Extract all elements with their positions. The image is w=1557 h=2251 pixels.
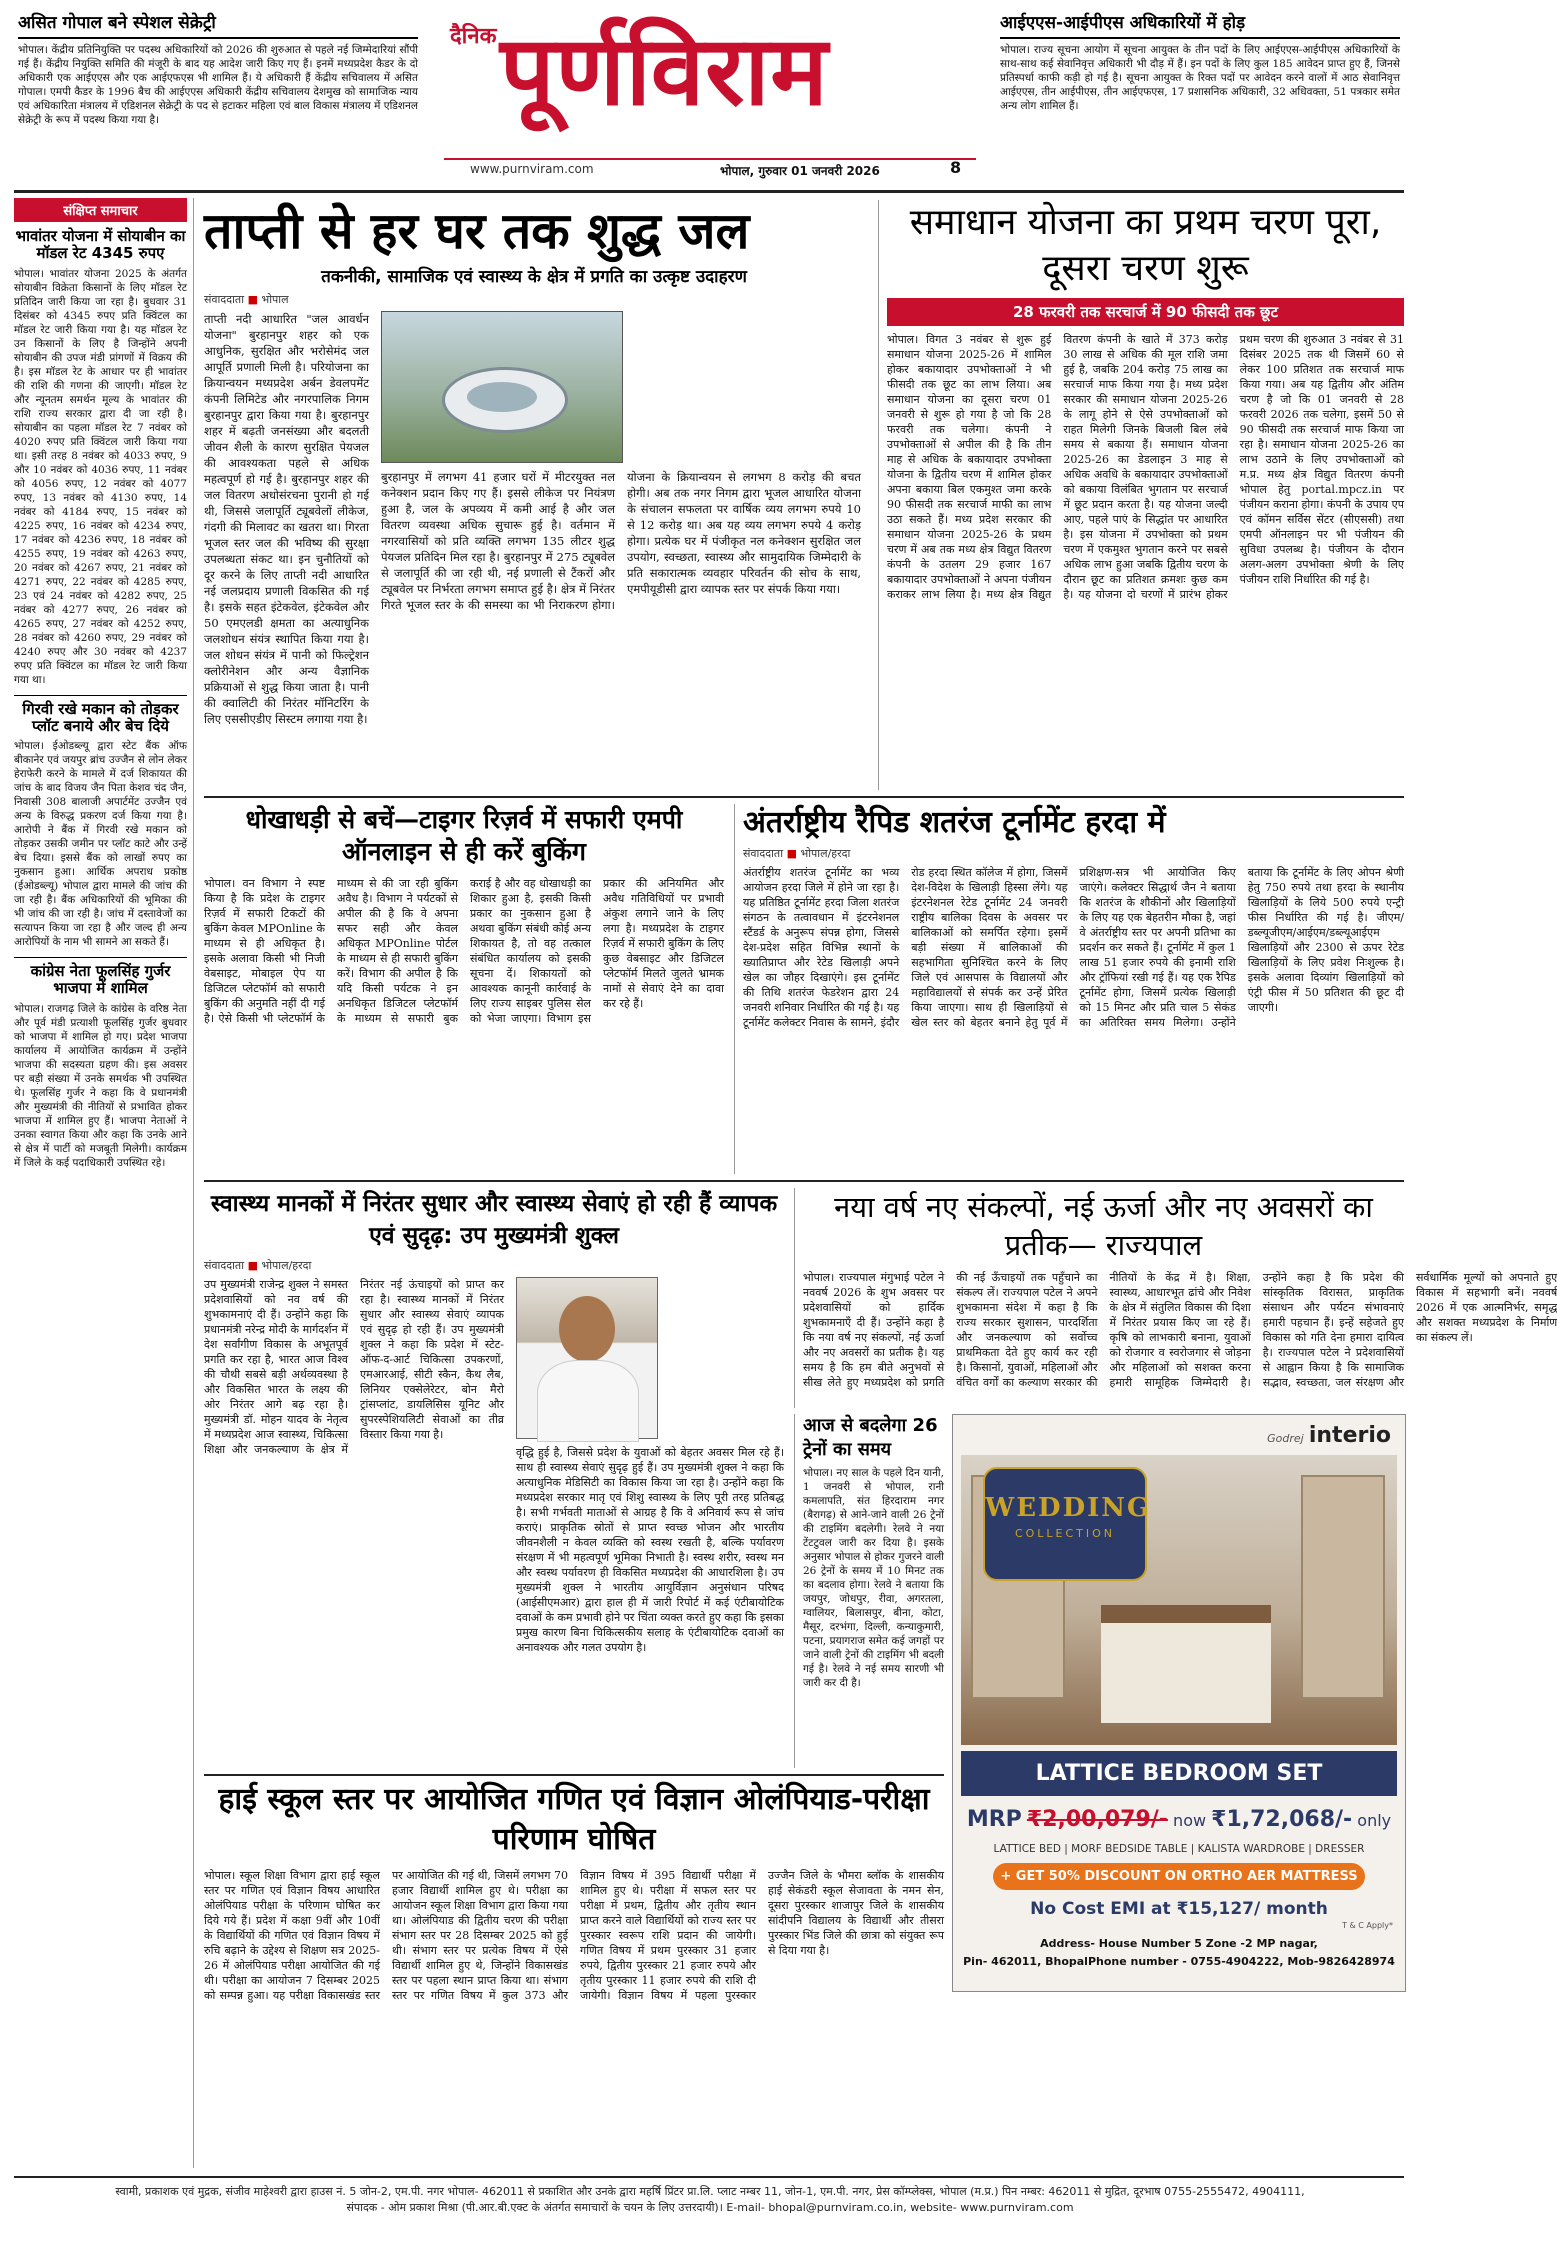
story-text-left: ताप्ती नदी आधारित "जल आवर्धन योजना" बुरहानपुर शहर को एक आधुनिक, सुरक्षित और भरोसेमंद जल आपूर्ति प्रणाली मिली है। परियोजना का क्रियान्वयन मध्यप्रदेश अर्बन डेवलपमेंट कंपनी लिमिटेड और नगरपालिक निगम बुरहानपुर द्वारा किया गया है। बुरहानपुर शहर में बढ़ती जनसंख्या और बदलती जीवन शैली के कारण सुरक्षित पेयजल की आवश्यकता पहले से अधिक महत्वपूर्ण हो गई है। बुरहानपुर शहर की जल वितरण अधोसंरचना पुरानी हो गई थी, जिससे जलापूर्ति ट्यूबवेलों लीकेज, गंदगी की मिलावट का खतरा था। गिरता भूजल स्तर जल की भविष्य की सुरक्षा उपलब्धता संकट था। इन चुनौतियों को दूर करने के लिए ताप्ती नदी आधारित नई जलप्रदाय प्रणाली विकसित की गई है। इसके सहत इंटेकवेल, इंटेकवेल और 50 एमएलडी क्षमता का अत्याधुनिक जलशोधन संयंत्र स्थापित किया गया है। जल शोधन संयंत्र में पानी को फिल्ट्रेशन क्लोरीनेशन और अन्य वैज्ञानिक प्रक्रियाओं से शुद्ध किया जाता है। पानी की क्वालिटी की निरंतर मॉनिटरिंग के लिए एससीएडीए सिस्टम लगाया गया है। — [204, 311, 369, 726]
story-text-right: वृद्धि हुई है, जिससे प्रदेश के युवाओं को बेहतर अवसर मिल रहे हैं। साथ ही स्वास्थ्य सेवाएं सुदृढ़ हुई हैं। उप मुख्यमंत्री शुक्ल ने कहा कि अत्याधुनिक मेडिसिटी का विकास किया जा रहा है। उन्होंने कहा कि मध्यप्रदेश सरकार मातृ एवं शिशु स्वास्थ्य के लिए पूरी तरह प्रतिबद्ध है। सभी गर्भवती माताओं से आग्रह है कि वे अनिवार्य रूप से जांच कराएं। प्राकृतिक स्रोतों से प्राप्त स्वच्छ भोजन और भारतीय जीवनशैली न केवल व्यक्ति को स्वस्थ रखती है, बल्कि पर्यावरण संरक्षण में भी महत्वपूर्ण भूमिका निभाती है। स्वस्थ शरीर, स्वस्थ मन और स्वस्थ पर्यावरण ही विकसित मध्यप्रदेश की आधारशिला है। उप मुख्यमंत्री शुक्ल ने भारतीय आयुर्विज्ञान अनुसंधान परिषद (आईसीएमआर) द्वारा हाल ही में जारी रिपोर्ट में कई एंटीबायोटिक दवाओं के कम प्रभावी होने पर चिंता व्यक्त करते हुए कहा कि इसका प्रमुख कारण बिना चिकित्सकीय सलाह के एंटीबायोटिक दवाओं का अनावश्यक और गलत उपयोग है। — [516, 1446, 784, 1654]
byline: संवाददाता ■ भोपाल/हरदा — [743, 847, 851, 860]
page-number: 8 — [950, 158, 962, 177]
ad-price-line — [961, 1807, 1397, 1832]
story-headline: नया वर्ष नए संकल्पों, नई ऊर्जा और नए अवसरों का प्रतीक— राज्यपाल — [834, 1190, 1373, 1262]
sidebar-headline-3: कांग्रेस नेता फूलसिंह गुर्जर भाजपा में शामिल — [14, 957, 187, 998]
ad-terms: T & C Apply* — [1342, 1921, 1393, 1930]
masthead-right-brief — [1000, 14, 1400, 184]
masthead-brand — [440, 10, 980, 180]
bed-shape — [1101, 1605, 1271, 1723]
ad-emi: No Cost EMI at ₹15,127/ month — [1030, 1899, 1328, 1919]
wedding-subtitle: COLLECTION — [1014, 1527, 1116, 1540]
sidebar — [14, 198, 194, 2168]
footer-rule — [14, 2176, 1404, 2178]
dateline: भोपाल, गुरुवार 01 जनवरी 2026 — [720, 164, 880, 178]
old-price: ₹2,00,079/- — [1026, 1807, 1168, 1832]
brand-logo: पूर्णविराम — [500, 15, 829, 127]
story-text: भोपाल। वन विभाग ने स्पष्ट किया है कि प्रदेश के टाइगर रिज़र्व में सफारी टिकटों की बुकिंग केवल MPOnline के माध्यम से ही अधिकृत है। इसके अलावा किसी भी निजी वेबसाइट, मोबाइल ऐप या डिजिटल प्लेटफॉर्म को सफारी बुकिंग की अनुमति नहीं दी गई है। ऐसे किसी भी प्लेटफॉर्म के माध्यम से की जा रही बुकिंग अवैध है। विभाग ने पर्यटकों से अपील की है कि वे अपना सफर सही और केवल अधिकृत MPOnline पोर्टल के माध्यम से ही सफारी बुकिंग करें। विभाग की अपील है कि यदि किसी पर्यटक ने इन अनधिकृत डिजिटल प्लेटफॉर्म के माध्यम से सफारी बुक कराई है और वह धोखाधड़ी का शिकार हुआ है, इसकी किसी प्रकार का नुकसान हुआ है अथवा बुकिंग संबंधी कोई अन्य शिकायत है, तो वह तत्काल संबंधित कार्यालय को इसकी सूचना दें। शिकायतों को आवश्यक कानूनी कार्रवाई के लिए राज्य साइबर पुलिस सेल को भेजा जाएगा। विभाग इस प्रकार की अनियमित और अवैध गतिविधियों पर प्रभावी अंकुश लगाने जाने के लिए लगा है। मध्यप्रदेश के टाइगर रिज़र्व में सफारी बुकिंग के लिए कुछ वेबसाइट और डिजिटल प्लेटफॉर्म मिलते जुलते भ्रामक नामों से सेवाएं देने का दावा कर रहे हैं। — [204, 877, 724, 1025]
ad-address: Address- House Number 5 Zone -2 MP nagar, — [1040, 1937, 1318, 1950]
imprint-line-1: स्वामी, प्रकाशक एवं मुद्रक, संजीव माहेश्वरी द्वारा हाउस नं. 5 जोन-2, एम.पी. नगर भोपाल- 462011 से प्रकाशित और उनके द्वारा महर्षि प्रिंटर प्रा.लि. प्लाट नम्बर 11, जोन-1, एम.पी. नगर, प्रेस कॉम्प्लेक्स, भोपाल (म.प्र.) पिन नम्बर: 462011 से मुद्रित, दूरभाष 0755-2555472, 4904111, — [115, 2185, 1305, 2198]
sidebar-text-2: भोपाल। ईओडब्ल्यू द्वारा स्टेट बैंक ऑफ बीकानेर एवं जयपुर ब्रांच उज्जैन से लोन लेकर हेराफेरी करने के मामले में दर्ज शिकायत की जांच के बाद विजय जैन पिता केशव चंद जैन, निवासी 308 बालाजी अपार्टमेंट उज्जैन एवं अन्य के विरुद्ध प्रकरण दर्ज किया गया है। आरोपी ने बैंक में गिरवी रखे मकान को तोड़कर उसकी जमीन पर प्लॉट काटे और उन्हें बेच दिया। इससे बैंक को लाखों रुपए का नुकसान हुआ। आर्थिक अपराध प्रकोष्ठ (ईओडब्ल्यू) भोपाल द्वारा मामले की जांच की जा रही है। बैंक अधिकारियों की भूमिका की भी जांच की जा रही है। जांच में दस्तावेजों का सत्यापन किया जा रहा है और जल्द ही अन्य आरोपियों के नाम भी सामने आ सकते हैं। — [14, 740, 187, 948]
water-plant-photo — [381, 311, 623, 463]
story-subhead: तकनीकी, सामाजिक एवं स्वास्थ्य के क्षेत्र में प्रगति का उत्कृष्ट उदाहरण — [321, 267, 747, 287]
byline: संवाददाता ■ भोपाल — [204, 292, 289, 306]
sidebar-text-1: भोपाल। भावांतर योजना 2025 के अंतर्गत सोयाबीन विक्रेता किसानों के लिए मॉडल रेट प्रतिदिन जारी किया जा रहा है। बुधवार 31 दिसंबर को 4345 रुपए प्रति क्विंटल का मॉडल रेट जारी किया गया है। यह मॉडल रेट उन किसानों के लिए है जिन्होंने अपनी सोयाबीन की उपज मंडी प्रांगणों में विक्रय की है। इस मॉडल रेट के आधार पर ही भावांतर की राशि की गणना की जाएगी। मॉडल रेट और न्यूनतम समर्थन मूल्य के भावांतर की राशि राज्य सरकार द्वारा दी जा रही है। सोयाबीन का पहला मॉडल रेट 7 नवंबर को 4020 रुपए प्रति क्विंटल जारी किया गया था। इसी तरह 8 नवंबर को 4033 रुपए, 9 और 10 नवंबर को 4036 रुपए, 11 नवंबर को 4056 रुपए, 12 नवंबर को 4077 रुपए, 13 नवंबर को 4130 रुपए, 14 नवंबर को 4184 रुपए, 15 नवंबर को 4225 रुपए, 16 नवंबर को 4234 रुपए, 17 नवंबर को 4236 रुपए, 18 नवंबर को 4255 रुपए, 19 नवंबर को 4263 रुपए, 20 नवंबर को 4267 रुपए, 21 नवंबर को 4271 रुपए, 22 नवंबर को 4285 रुपए, 23 एवं 24 नवंबर को 4282 रुपए, 25 नवंबर को 4277 रुपए, 26 नवंबर को 4265 रुपए, 27 नवंबर को 4252 रुपए, 28 नवंबर को 4260 रुपए, 29 नवंबर को 4240 रुपए और 30 नवंबर को 4237 रुपए प्रति क्विंटल का मॉडल रेट जारी किया गया था। — [14, 267, 187, 686]
section-rule — [204, 796, 1404, 798]
story-chess — [734, 804, 1404, 1174]
section-rule — [204, 1180, 1404, 1182]
byline-place: भोपाल — [261, 292, 289, 306]
masthead-left-brief — [18, 14, 418, 184]
brief-text: भोपाल। केंद्रीय प्रतिनियुक्ति पर पदस्थ अधिकारियों को 2026 की शुरुआत से पहले नई जिम्मेदारियां सौंपी गई हैं। केंद्रीय नियुक्ति समिति की मंजूरी के बाद यह आदेश जारी किए गए हैं। इनमें मध्यप्रदेश कैडर के दो अधिकारी एक आईएएस और एक आईएफएस भी शामिल हैं। ये अधिकारी हैं केंद्रीय सचिवालय में असित गोपाल। एमपी कैडर के 1996 बैच की आईएएस अधिकारी केंद्रीय सचिवालय देशमुख को सामाजिक न्याय एवं अधिकारिता मंत्रालय में एडिशनल सेक्रेट्री के पद से हटाकर महिला एवं बाल विकास मंत्रालय में एडिशनल सेक्रेट्री के रूप में पदस्थ किया गया है। — [18, 43, 418, 126]
story-olympiad — [204, 1780, 944, 2170]
byline-reporter: संवाददाता — [204, 1259, 245, 1272]
story-trains — [794, 1414, 944, 1768]
story-headline: धोखाधड़ी से बचें—टाइगर रिज़र्व में सफारी एमपी ऑनलाइन से ही करें बुकिंग — [245, 805, 683, 866]
brief-text: भोपाल। राज्य सूचना आयोग में सूचना आयुक्त के तीन पदों के लिए आईएएस-आईपीएस अधिकारियों के साथ-साथ कई सेवानिवृत्त अधिकारी भी दौड़ में हैं। इन पदों के लिए कुल 185 आवेदन प्राप्त हुए हैं, जिनसे प्रतिस्पर्धा काफी कड़ी हो गई है। सूचना आयुक्त के रिक्त पदों पर आवेदन करने वालों में आठ सेवानिवृत्त आईएएस, तीन आईपीएस, तीन आईएफएस, 17 प्रशासनिक अधिकारी, 32 अधिवक्ता, 51 पत्रकार समेत अन्य लोग शामिल हैं। — [1000, 43, 1400, 112]
ad-items: LATTICE BED | MORF BEDSIDE TABLE | KALISTA WARDROBE | DRESSER — [993, 1843, 1365, 1855]
imprint-line-2: संपादक - ओम प्रकाश मिश्रा (पी.आर.बी.एक्ट के अंतर्गत समाचारों के चयन के लिए उत्तरदायी)। E-mail- bhopal@purnviram.co.in, website- www.purnviram.com — [346, 2201, 1074, 2214]
deputy-cm-photo — [516, 1277, 658, 1439]
byline-reporter: संवाददाता — [743, 847, 784, 860]
ad-product: LATTICE BEDROOM SET — [961, 1751, 1397, 1796]
wedding-title: WEDDING — [985, 1493, 1152, 1523]
byline: संवाददाता ■ भोपाल/हरदा — [204, 1259, 312, 1272]
only-label: only — [1357, 1811, 1392, 1830]
byline-reporter: संवाददाता — [204, 292, 245, 306]
wardrobe-shape — [1301, 1475, 1385, 1699]
byline-place: भोपाल/हरदा — [261, 1259, 312, 1272]
ad-brand-name: interio — [1308, 1423, 1391, 1448]
story-text: भोपाल। राज्यपाल मंगुभाई पटेल ने नववर्ष 2026 के शुभ अवसर पर प्रदेशवासियों को हार्दिक शुभकामनाएँ दी हैं। उन्होंने कहा है कि नया वर्ष नए संकल्पों, नई ऊर्जा और नए अवसरों का प्रतीक है। यह समय है कि हम बीते अनुभवों से सीख लेते हुए मध्यप्रदेश को प्रगति की नई ऊँचाइयों तक पहुँचाने का संकल्प लें। राज्यपाल पटेल ने अपने शुभकामना संदेश में कहा है कि राज्य सरकार सुशासन, पारदर्शिता और जनकल्याण को सर्वोच्च प्राथमिकता देते हुए कार्य कर रही है। किसानों, युवाओं, महिलाओं और वंचित वर्गों का कल्याण सरकार की नीतियों के केंद्र में है। शिक्षा, स्वास्थ्य, आधारभूत ढांचे और निवेश के क्षेत्र में संतुलित विकास की दिशा में निरंतर प्रयास किए जा रहे हैं। कृषि को लाभकारी बनाना, युवाओं को रोजगार व स्वरोजगार से जोड़ना और महिलाओं को सशक्त करना हमारी सामूहिक जिम्मेदारी है। उन्होंने कहा है कि प्रदेश की सांस्कृतिक विरासत, प्राकृतिक संसाधन और पर्यटन संभावनाएं हमारी पहचान हैं। इन्हें सहेजते हुए विकास को गति देना हमारा दायित्व है। राज्यपाल पटेल ने प्रदेशवासियों से आह्वान किया है कि सामाजिक सद्भाव, स्वच्छता, जल संरक्षण और सर्वधार्मिक मूल्यों को अपनाते हुए विकास में सहभागी बनें। नववर्ष 2026 में एक आत्मनिर्भर, समृद्ध और सशक्त मध्यप्रदेश के निर्माण का संकल्प लें। — [803, 1271, 1557, 1389]
story-headline: ताप्ती से हर घर तक शुद्ध जल — [204, 202, 750, 260]
brief-headline: आईएएस-आईपीएस अधिकारियों में होड़ — [1000, 14, 1400, 39]
masthead-rule — [14, 190, 1404, 193]
section-rule — [204, 1774, 944, 1776]
story-strap: 28 फरवरी तक सरचार्ज में 90 फीसदी तक छूट — [887, 298, 1404, 326]
sidebar-label: संक्षिप्त समाचार — [14, 198, 187, 222]
ad-offer[interactable]: + GET 50% DISCOUNT ON ORTHO AER MATTRESS — [993, 1863, 1365, 1890]
sidebar-text-3: भोपाल। राजगढ़ जिले के कांग्रेस के वरिष्ठ नेता और पूर्व मंडी प्रत्याशी फूलसिंह गुर्जर बुधवार को भाजपा में शामिल हो गए। प्रदेश भाजपा कार्यालय में आयोजित कार्यक्रम में उन्होंने भाजपा की सदस्यता ग्रहण की। इस अवसर पर बड़ी संख्या में उनके समर्थक भी उपस्थित थे। फूलसिंह गुर्जर ने कहा कि वे प्रधानमंत्री और मुख्यमंत्री की नीतियों से प्रभावित होकर भाजपा में शामिल हुए हैं। भाजपा नेताओं ने उनका स्वागत किया और कहा कि उनके आने से क्षेत्र में पार्टी को मजबूती मिलेगी। कार्यक्रम में जिले के कई पदाधिकारी उपस्थित रहे। — [14, 1002, 187, 1169]
story-text: भोपाल। स्कूल शिक्षा विभाग द्वारा हाई स्कूल स्तर पर गणित एवं विज्ञान विषय आधारित ओलंपियाड परीक्षा के परिणाम घोषित कर दिये गये हैं। प्रदेश में कक्षा 9वीं और 10वीं के विद्यार्थियों की गणित एवं विज्ञान विषय में रुचि बढ़ाने के उद्देश्य से शिक्षण सत्र 2025-26 में ओलंपियाड परीक्षा आयोजित की गई थी। परीक्षा का आयोजन 7 दिसम्बर 2025 को सम्पन्न हुआ। यह परीक्षा विकासखंड स्तर पर आयोजित की गई थी, जिसमें लगभग 70 हजार विद्यार्थी शामिल हुए थे। परीक्षा का आयोजन स्कूल शिक्षा विभाग द्वारा किया गया था। ओलंपियाड की द्वितीय चरण की परीक्षा संभाग स्तर पर 28 दिसम्बर 2025 को हुई थी। संभाग स्तर पर प्रत्येक विषय में ऐसे विद्यार्थी शामिल हुए थे, जिन्होंने विकासखंड स्तर पर पहला स्थान प्राप्त किया था। संभाग स्तर पर गणित विषय में कुल 373 और विज्ञान विषय में 395 विद्यार्थी परीक्षा में शामिल हुए थे। परीक्षा में सफल स्तर पर परीक्षा में प्रथम, द्वितीय और तृतीय स्थान प्राप्त करने वाले विद्यार्थियों को राज्य स्तर पर पुरस्कार स्वरूप राशि प्रदान की जायेगी। गणित विषय में प्रथम पुरस्कार 31 हजार रुपये, द्वितीय पुरस्कार 21 हजार रुपये और तृतीय पुरस्कार 11 हजार रुपये की राशि दी जायेगी। विज्ञान विषय में पहला पुरस्कार उज्जैन जिले के भौमरा ब्लॉक के शासकीय हाई सेकंडरी स्कूल सेजावता के नमन सेन, दूसरा पुरस्कार शाजापुर जिले के शासकीय सांदीपनि विद्यालय के विद्यार्थी और तीसरा पुरस्कार भिंड जिले की छात्रा को संयुक्त रूप से दिया गया है। — [204, 1869, 944, 2002]
story-text: अंतर्राष्ट्रीय शतरंज टूर्नामेंट का भव्य आयोजन हरदा जिले में होने जा रहा है। यह प्रतिष्ठित टूर्नामेंट हरदा जिला शतरंज संगठन के तत्वावधान में इंटरनेशनल स्टैंडर्ड के अनुरूप संपन्न होगा, जिससे देश-प्रदेश सहित विभिन्न स्थानों के ख्यातिप्राप्त और रेटेड खिलाड़ी अपने खेल का जौहर दिखाएंगे। इस टूर्नामेंट की तिथि शतरंज फेडरेशन द्वारा 24 जनवरी शनिवार निर्धारित की गई है। यह टूर्नामेंट कलेक्टर निवास के सामने, इंदौर रोड हरदा स्थित कॉलेज में होगा, जिसमें देश-विदेश के खिलाड़ी हिस्सा लेंगे। यह इंटरनेशनल रेटेड टूर्नामेंट 24 जनवरी राष्ट्रीय बालिका दिवस के अवसर पर बालिकाओं को समर्पित रहेगा। इसमें बड़ी संख्या में बालिकाओं की सहभागिता सुनिश्चित करने के लिए जिले एवं आसपास के विद्यालयों और महाविद्यालयों से संपर्क कर उन्हें प्रेरित किया जाएगा। साथ ही खिलाड़ियों से खेल स्तर को बेहतर बनाने हेतु पूर्व में प्रशिक्षण-सत्र भी आयोजित किए जाएंगे। कलेक्टर सिद्धार्थ जैन ने बताया कि शतरंज के शौकीनों और खिलाड़ियों के लिए यह एक बेहतरीन मौका है, जहां वे अंतर्राष्ट्रीय स्तर पर अपनी प्रतिभा का प्रदर्शन कर सकते हैं। टूर्नामेंट में कुल 1 लाख 51 हजार रुपये की इनामी राशि और ट्रॉफियां रखी गई हैं। यह एक रैपिड टूर्नामेंट होगा, जिसमें प्रत्येक खिलाड़ी को 15 मिनट और प्रति चाल 5 सेकंड का अतिरिक्त समय मिलेगा। उन्होंने बताया कि टूर्नामेंट के लिए ओपन श्रेणी हेतु 750 रुपये तथा हरदा के स्थानीय खिलाड़ियों के लिये 500 रुपये एन्ट्री फीस निर्धारित की गई है। जीएम/डब्ल्यूजीएम/आईएम/डब्ल्यूआईएम खिलाड़ियों और 2300 से ऊपर रेटेड खिलाड़ियों के लिए प्रवेश निःशुल्क है। इसके अलावा दिव्यांग खिलाड़ियों को एंट्री फीस में 50 प्रतिशत की छूट दी जाएगी। — [743, 866, 1404, 1029]
story-governor — [794, 1188, 1557, 1408]
ad-brand — [1267, 1423, 1391, 1448]
brand-rule — [444, 158, 976, 160]
byline-place: भोपाल/हरदा — [800, 847, 851, 860]
imprint-footer — [20, 2184, 1400, 2216]
story-headline: अंतर्राष्ट्रीय रैपिड शतरंज टूर्नामेंट हरदा में — [743, 805, 1166, 840]
story-headline: समाधान योजना का प्रथम चरण पूरा, दूसरा चरण शुरू — [909, 202, 1382, 289]
story-text: भोपाल। नए साल के पहले दिन यानी, 1 जनवरी से भोपाल, रानी कमलापति, संत हिरदाराम नगर (बैरागढ़) से आने-जाने वाली 26 ट्रेनों की टाइमिंग बदलेगी। रेलवे ने नया टेंटटुवल जारी कर दिया है। इसके अनुसार भोपाल से होकर गुजरने वाली 26 ट्रेनों के समय में 10 मिनट तक का बदलाव होगा। रेलवे ने बताया कि जयपुर, जोधपुर, रीवा, अगरतला, ग्वालियर, बिलासपुर, बीना, कोटा, मैसूर, दरभंगा, दिल्ली, कन्याकुमारी, पटना, प्रयागराज समेत कई जगहों पर जाने वाली ट्रेनों की टाइमिंग भी बदली गई है। रेलवे ने नई समय सारणी भी जारी कर दी है। — [803, 1467, 944, 1689]
story-headline: हाई स्कूल स्तर पर आयोजित गणित एवं विज्ञान ओलंपियाड-परीक्षा परिणाम घोषित — [218, 1782, 930, 1857]
ad-contact: Pin- 462011, BhopalPhone number - 0755-4904222, Mob-9826428974 — [963, 1955, 1395, 1968]
brand-prefix: दैनिक — [450, 24, 497, 49]
ad-brand-prefix: Godrej — [1267, 1432, 1304, 1445]
now-label: now — [1173, 1811, 1207, 1830]
story-headline: स्वास्थ्य मानकों में निरंतर सुधार और स्वास्थ्य सेवाएं हो रही हैं व्यापक एवं सुदृढ़: उप मुख्यमंत्री शुक्ल — [210, 1191, 778, 1249]
new-price: ₹1,72,068/- — [1211, 1807, 1353, 1832]
story-text: भोपाल। विगत 3 नवंबर से शुरू हुई समाधान योजना 2025-26 में शामिल होकर बकायादार उपभोक्ताओं ने भी फीसदी तक छूट का लाभ लिया। अब समाधान योजना का दूसरा चरण 01 जनवरी से शुरू हो गया है जो कि 28 फरवरी तक चलेगा। कंपनी ने उपभोक्ताओं से अपील की है कि तीन माह से अधिक के बकायादार उपभोक्ता योजना के द्वितीय चरण में शामिल होकर अपना बकाया बिल एकमुश्त जमा करके 90 फीसदी तक सरचार्ज माफी का लाभ उठा सकते हैं। मध्य प्रदेश सरकार की समाधान योजना 2025-26 के प्रथम चरण में अब तक मध्य क्षेत्र विद्युत वितरण कंपनी के उतलग 29 हजार 167 बकायादार उपभोक्ताओं ने अपना पंजीयन कराकर लाभ लिया है। मध्य क्षेत्र विद्युत वितरण कंपनी के खाते में 373 करोड़ 30 लाख से अधिक की मूल राशि जमा हुई है, जबकि 204 करोड़ 75 लाख का सरचार्ज माफ किया गया है। मध्य प्रदेश सरकार की समाधान योजना 2025-26 के लागू होने से ऐसे उपभोक्ताओं को राहत मिलेगी जिनके बिजली बिल लंबे समय से बकाया हैं। समाधान योजना 2025-26 का डेडलाइन 3 माह से अधिक अवधि के बकायादार उपभोक्ताओं को बकाया विलंबित भुगतान पर सरचार्ज में छूट प्रदान करता है। यह योजना जल्दी आए, पहले पाएं के सिद्धांत पर आधारित है। इस योजना में उपभोक्ता को प्रथम चरण में एकमुश्त भुगतान करने पर सबसे अधिक लाभ हुआ जबकि द्वितीय चरण के दौरान छूट का प्रतिशत क्रमशः कुछ कम है। यह योजना दो चरणों में प्रारंभ होकर प्रथम चरण की शुरुआत 3 नवंबर से 31 दिसंबर 2025 तक थी जिसमें 60 से लेकर 100 प्रतिशत तक सरचार्ज माफ किया गया। अब यह द्वितीय और अंतिम चरण है जो कि 01 जनवरी से 28 फरवरी 2026 तक चलेगा, इसमें 50 से 90 फीसदी तक सरचार्ज माफ किया जा रहा है। समाधान योजना 2025-26 का लाभ उठाने के लिए उपभोक्ताओं को म.प्र. मध्य क्षेत्र विद्युत वितरण कंपनी भोपाल हेतु portal.mpcz.in पर पंजीयन कराना होगा। कंपनी के उपाय एप एवं कॉमन सर्विस सेंटर (सीएससी) तथा एमपी ऑनलाइन पर भी पंजीयन की सुविधा उपलब्ध है। पंजीयन के दौरान अलग-अलग उपभोक्ता श्रेणी के लिए पंजीयन राशि निर्धारित की गई है। — [887, 333, 1404, 601]
story-tiger-safari — [204, 804, 724, 1174]
wedding-badge — [983, 1467, 1152, 1581]
brief-headline: असित गोपाल बने स्पेशल सेक्रेट्री — [18, 14, 418, 39]
sidebar-headline-1: भावांतर योजना में सोयाबीन का मॉडल रेट 4345 रुपए — [15, 227, 186, 263]
story-text-left: उप मुख्यमंत्री राजेन्द्र शुक्ल ने समस्त प्रदेशवासियों को नव वर्ष की शुभकामनाएं दी हैं। उन्होंने कहा कि प्रधानमंत्री नरेन्द्र मोदी के मार्गदर्शन में देश सर्वांगीण विकास के अभूतपूर्व प्रगति कर रहा है, भारत आज विश्व की चौथी सबसे बड़ी अर्थव्यवस्था है और विकसित भारत के लक्ष्य की ओर निरंतर आगे बढ़ रहा है। मुख्यमंत्री डॉ. मोहन यादव के नेतृत्व में मध्यप्रदेश आज स्वास्थ्य, चिकित्सा शिक्षा और जनकल्याण के क्षेत्र में निरंतर नई ऊंचाइयों को प्राप्त कर रहा है। स्वास्थ्य मानकों में निरंतर सुधार और स्वास्थ्य सेवाएं व्यापक एवं सुदृढ़ हो रही हैं। उप मुख्यमंत्री शुक्ल ने कहा कि प्रदेश में स्टेट-ऑफ-द-आर्ट चिकित्सा उपकरणों, एमआरआई, सीटी स्कैन, कैथ लैब, लिनियर एक्सेलेरेटर, बोन मैरो ट्रांसप्लांट, डायलिसिस यूनिट और सुपरस्पेशियलिटी सेवाओं का तीव्र विस्तार किया गया है। — [204, 1278, 504, 1456]
interio-advertisement[interactable] — [952, 1414, 1406, 1992]
mrp-label: MRP — [966, 1807, 1022, 1832]
story-health — [204, 1188, 784, 1768]
website-label[interactable]: www.purnviram.com — [470, 162, 594, 176]
story-headline: आज से बदलेगा 26 ट्रेनों का समय — [803, 1415, 938, 1460]
story-text-mid: बुरहानपुर में लगभग 41 हजार घरों में मीटरयुक्त नल कनेक्शन प्रदान किए गए हैं। इससे लीकेज पर नियंत्रण हुआ है, जल के अपव्यय में कमी आई है और जल वितरण व्यवस्था अधिक सुचारू हुई है। वर्तमान में नगरवासियों को प्रति व्यक्ति लगभग 135 लीटर शुद्ध पेयजल प्रतिदिन मिल रहा है। बुरहानपुर में 275 ट्यूबवेल से जलापूर्ति की जा रही थी, नई प्रणाली से टैंकरों और ट्यूबवेल पर निर्भरता लगभग समाप्त हुई है। क्षेत्र में निरंतर गिरते भूजल स्तर के की समस्या का भी निराकरण होगा। योजना के क्रियान्वयन से लगभग 8 करोड़ की बचत होगी। अब तक नगर निगम द्वारा भूजल आधारित योजना के संचालन सफलता पर वार्षिक व्यय लगभग रुपये 10 से 12 करोड़ था। अब यह व्यय लगभग रुपये 4 करोड़ होगा। प्रत्येक घर में पंजीकृत नल कनेक्शन सुरक्षित जल उपयोग, स्वच्छता, स्वास्थ्य और सामुदायिक जिम्मेदारी के प्रति सकारात्मक व्यवहार परिवर्तन की सोच के साथ, एमपीयूडीसी द्वारा व्यापक स्तर पर संपर्क किया गया। — [381, 469, 861, 612]
story-water — [204, 200, 864, 790]
story-samadhan — [878, 200, 1404, 790]
sidebar-headline-2: गिरवी रखे मकान को तोड़कर प्लॉट बनाये और बेच दिये — [14, 695, 187, 736]
